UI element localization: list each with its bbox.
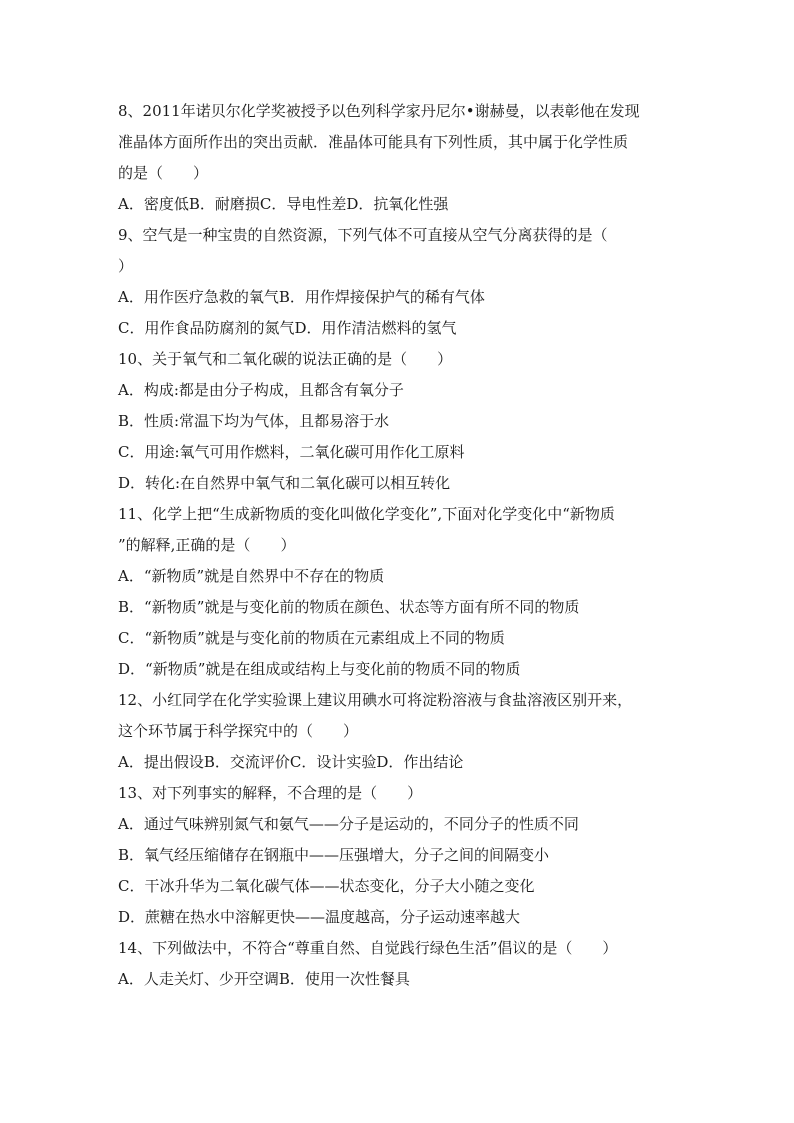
question-option-line: C．用途:氧气可用作燃料，二氧化碳可用作化工原料 bbox=[118, 443, 465, 461]
question-stem-line: 13、对下列事实的解释，不合理的是（ ） bbox=[118, 784, 423, 802]
question-option-line: C．“新物质”就是与变化前的物质在元素组成上不同的物质 bbox=[118, 629, 505, 647]
question-option-line: C．干冰升华为二氧化碳气体——状态变化，分子大小随之变化 bbox=[118, 877, 535, 895]
question-stem-line: 12、小红同学在化学实验课上建议用碘水可将淀粉溶液与食盐溶液区别开来， bbox=[118, 691, 633, 709]
question-5 bbox=[118, 778, 678, 933]
question-option-line: D．蔗糖在热水中溶解更快——温度越高，分子运动速率越大 bbox=[118, 908, 521, 926]
question-option-line: B．氧气经压缩储存在钢瓶中——压强增大，分子之间的间隔变小 bbox=[118, 846, 550, 864]
question-stem-line: 10、关于氧气和二氧化碳的说法正确的是（ ） bbox=[118, 350, 453, 368]
question-list bbox=[118, 96, 678, 995]
question-option-line: A．通过气味辨别氮气和氨气——分子是运动的，不同分子的性质不同 bbox=[118, 815, 579, 833]
question-stem-line: 的是（ ） bbox=[118, 164, 209, 182]
question-2 bbox=[118, 344, 678, 499]
question-option-line: D．“新物质”就是在组成或结构上与变化前的物质不同的物质 bbox=[118, 660, 521, 678]
question-stem-line: 准晶体方面所作出的突出贡献．准晶体可能具有下列性质，其中属于化学性质 bbox=[118, 133, 629, 151]
question-stem-line: 11、化学上把“生成新物质的变化叫做化学变化”,下面对化学变化中“新物质 bbox=[118, 505, 615, 523]
question-stem-line: 这个环节属于科学探究中的（ ） bbox=[118, 722, 359, 740]
question-option-line: A．构成:都是由分子构成，且都含有氧分子 bbox=[118, 381, 404, 399]
question-option-line: D．转化:在自然界中氧气和二氧化碳可以相互转化 bbox=[118, 474, 451, 492]
question-option-line: A．用作医疗急救的氧气B．用作焊接保护气的稀有气体 bbox=[118, 288, 485, 306]
question-option-line: B．“新物质”就是与变化前的物质在颜色、状态等方面有所不同的物质 bbox=[118, 598, 580, 616]
question-3 bbox=[118, 499, 678, 685]
question-option-line: B．性质:常温下均为气体，且都易溶于水 bbox=[118, 412, 390, 430]
question-1 bbox=[118, 220, 678, 344]
question-stem-line: 14、下列做法中，不符合“尊重自然、自觉践行绿色生活”倡议的是（ ） bbox=[118, 939, 618, 957]
question-stem-line: ”的解释,正确的是（ ） bbox=[118, 536, 296, 554]
question-0 bbox=[118, 96, 678, 220]
question-stem-line: 9、空气是一种宝贵的自然资源，下列气体不可直接从空气分离获得的是（ bbox=[118, 226, 608, 244]
question-option-line: C．用作食品防腐剂的氮气D．用作清洁燃料的氢气 bbox=[118, 319, 457, 337]
question-stem-line: ） bbox=[118, 257, 134, 275]
question-4 bbox=[118, 685, 678, 778]
question-6 bbox=[118, 933, 678, 995]
question-option-line: A．人走关灯、少开空调B．使用一次性餐具 bbox=[118, 970, 410, 988]
question-option-line: A．“新物质”就是自然界中不存在的物质 bbox=[118, 567, 385, 585]
question-option-line: A．密度低B．耐磨损C．导电性差D．抗氧化性强 bbox=[118, 195, 449, 213]
question-option-line: A．提出假设B．交流评价C．设计实验D．作出结论 bbox=[118, 753, 464, 771]
question-stem-line: 8、2011年诺贝尔化学奖被授予以色列科学家丹尼尔•谢赫曼，以表彰他在发现 bbox=[118, 102, 640, 120]
